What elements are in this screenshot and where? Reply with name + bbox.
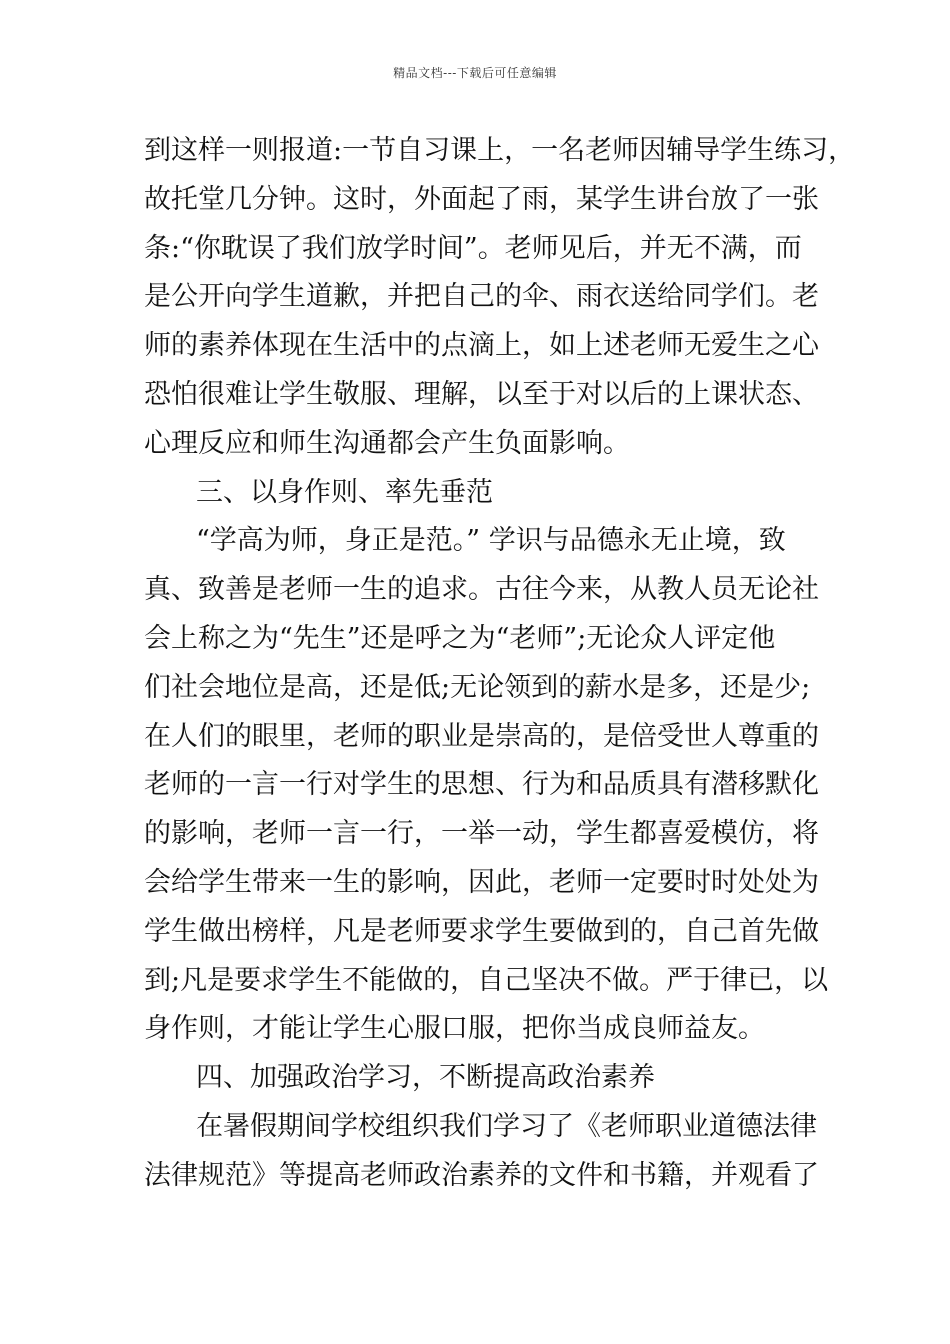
body-line: 恐怕很难让学生敬服、理解，以至于对以后的上课状态、 <box>144 378 819 410</box>
page-header: 精品文档---下载后可任意编辑 <box>393 66 557 80</box>
body-line: 真、致善是老师一生的追求。古往今来，从教人员无论社 <box>144 574 819 606</box>
body-line: 师的素养体现在生活中的点滴上，如上述老师无爱生之心 <box>144 330 819 362</box>
body-line: 是公开向学生道歉，并把自己的伞、雨衣送给同学们。老 <box>144 281 819 313</box>
body-line: 会给学生带来一生的影响，因此，老师一定要时时处处为 <box>144 866 819 898</box>
body-line: 的影响，老师一言一行，一举一动，学生都喜爱模仿，将 <box>144 818 819 850</box>
body-line: 故托堂几分钟。这时，外面起了雨，某学生讲台放了一张 <box>144 183 819 215</box>
body-line: 学生做出榜样，凡是老师要求学生要做到的，自己首先做 <box>144 915 819 947</box>
body-line: 在暑假期间学校组织我们学习了《老师职业道德法律 <box>196 1110 817 1142</box>
section-heading: 三、以身作则、率先垂范 <box>196 476 493 508</box>
document-body <box>144 127 856 1201</box>
body-line: 老师的一言一行对学生的思想、行为和品质具有潜移默化 <box>144 769 819 801</box>
body-line: 条:“你耽误了我们放学时间”。老师见后，并无不满，而 <box>144 232 802 264</box>
body-line: 身作则，才能让学生心服口服，把你当成良师益友。 <box>144 1013 765 1045</box>
body-line: 法律规范》等提高老师政治素养的文件和书籍，并观看了 <box>144 1159 819 1191</box>
body-line: 在人们的眼里，老师的职业是崇高的，是倍受世人尊重的 <box>144 720 819 752</box>
body-line: “学高为师，身正是范。” 学识与品德永无止境，致 <box>196 525 786 557</box>
body-line: 们社会地位是高，还是低;无论领到的薪水是多，还是少; <box>144 671 811 703</box>
section-heading: 四、加强政治学习，不断提高政治素养 <box>196 1062 655 1094</box>
body-line: 会上称之为“先生”还是呼之为“老师”;无论众人评定他 <box>144 622 776 654</box>
body-line: 心理反应和师生沟通都会产生负面影响。 <box>144 427 630 459</box>
body-line: 到;凡是要求学生不能做的，自己坚决不做。严于律已，以 <box>144 964 829 996</box>
body-line: 到这样一则报道:一节自习课上，一名老师因辅导学生练习， <box>144 135 856 166</box>
